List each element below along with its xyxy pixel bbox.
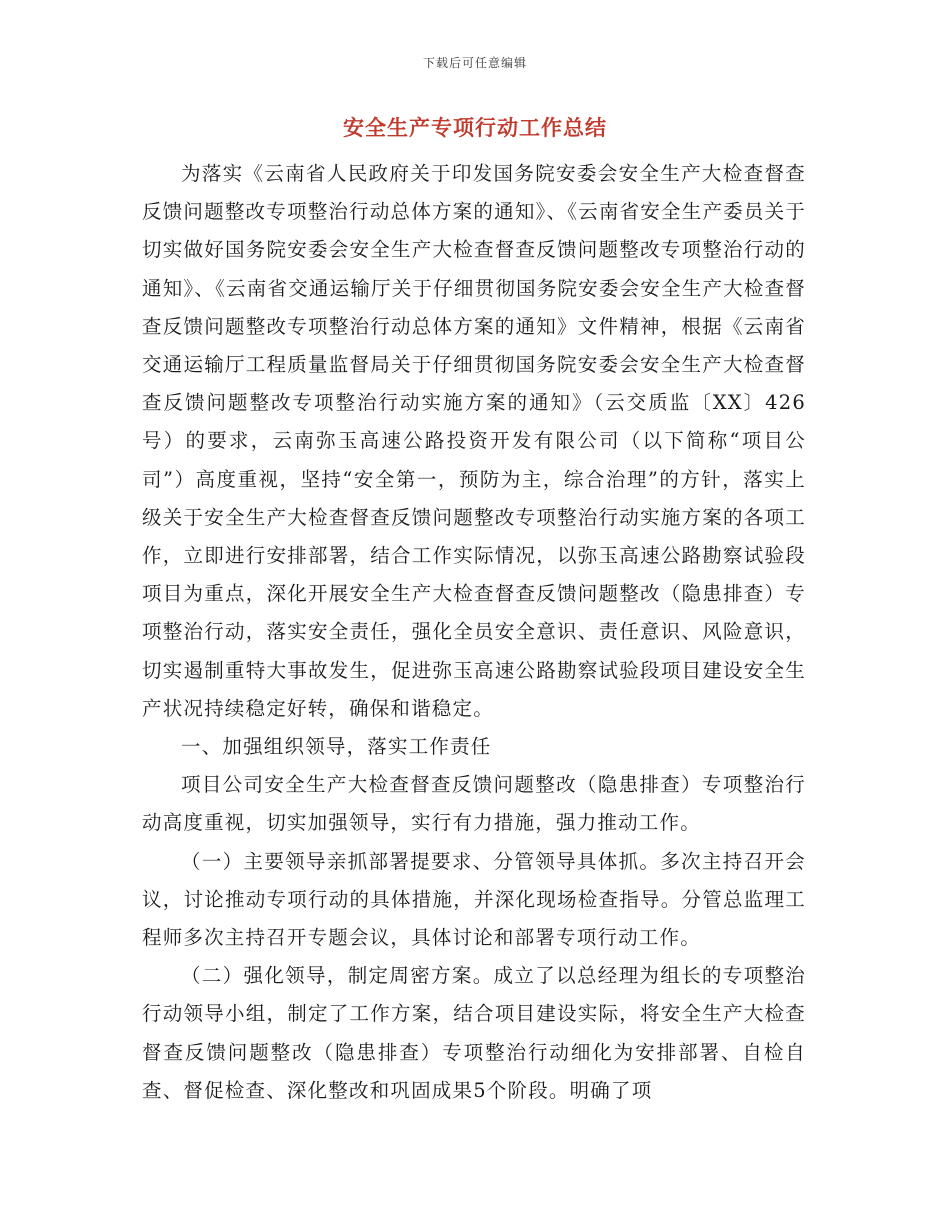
- paragraph-item-1: （一）主要领导亲抓部署提要求、分管领导具体抓。多次主持召开会议，讨论推动专项行动的具体措施，并深化现场检查指导。分管总监理工程师多次主持召开专题会议，具体讨论和部署专项行动工作。: [142, 849, 806, 950]
- header-note: 下载后可任意编辑: [422, 56, 527, 70]
- paragraph-item-2: （二）强化领导，制定周密方案。成立了以总经理为组长的专项整治行动领导小组，制定了工作方案，结合项目建设实际，将安全生产大检查督查反馈问题整改（隐患排查）专项整治行动细化为安排部署、自检自查、督促检查、深化整改和巩固成果5个阶段。明确了项: [142, 964, 806, 1102]
- document-title: 安全生产专项行动工作总结: [343, 115, 607, 140]
- document-body: [142, 155, 806, 1110]
- paragraph-section-1: 项目公司安全生产大检查督查反馈问题整改（隐患排查）专项整治行动高度重视，切实加强领导，实行有力措施，强力推动工作。: [142, 773, 806, 835]
- section-heading-1: 一、加强组织领导，落实工作责任: [181, 735, 492, 759]
- paragraph-intro: 为落实《云南省人民政府关于印发国务院安委会安全生产大检查督查反馈问题整改专项整治行动总体方案的通知》、《云南省安全生产委员关于切实做好国务院安委会安全生产大检查督查反馈问题整改专项整治行动的通知》、《云南省交通运输厅关于仔细贯彻国务院安委会安全生产大检查督查反馈问题整改专项整治行动总体方案的通知》文件精神，根据《云南省交通运输厅工程质量监督局关于仔细贯彻国务院安委会安全生产大检查督查反馈问题整改专项整治行动实施方案的通知》（云交质监〔XX〕426号）的要求，云南弥玉高速公路投资开发有限公司（以下简称“项目公司”）高度重视，坚持“安全第一，预防为主，综合治理”的方针，落实上级关于安全生产大检查督查反馈问题整改专项整治行动实施方案的各项工作，立即进行安排部署，结合工作实际情况，以弥玉高速公路勘察试验段项目为重点，深化开展安全生产大检查督查反馈问题整改（隐患排查）专项整治行动，落实安全责任，强化全员安全意识、责任意识、风险意识，切实遏制重特大事故发生，促进弥玉高速公路勘察试验段项目建设安全生产状况持续稳定好转，确保和谐稳定。: [142, 162, 806, 720]
